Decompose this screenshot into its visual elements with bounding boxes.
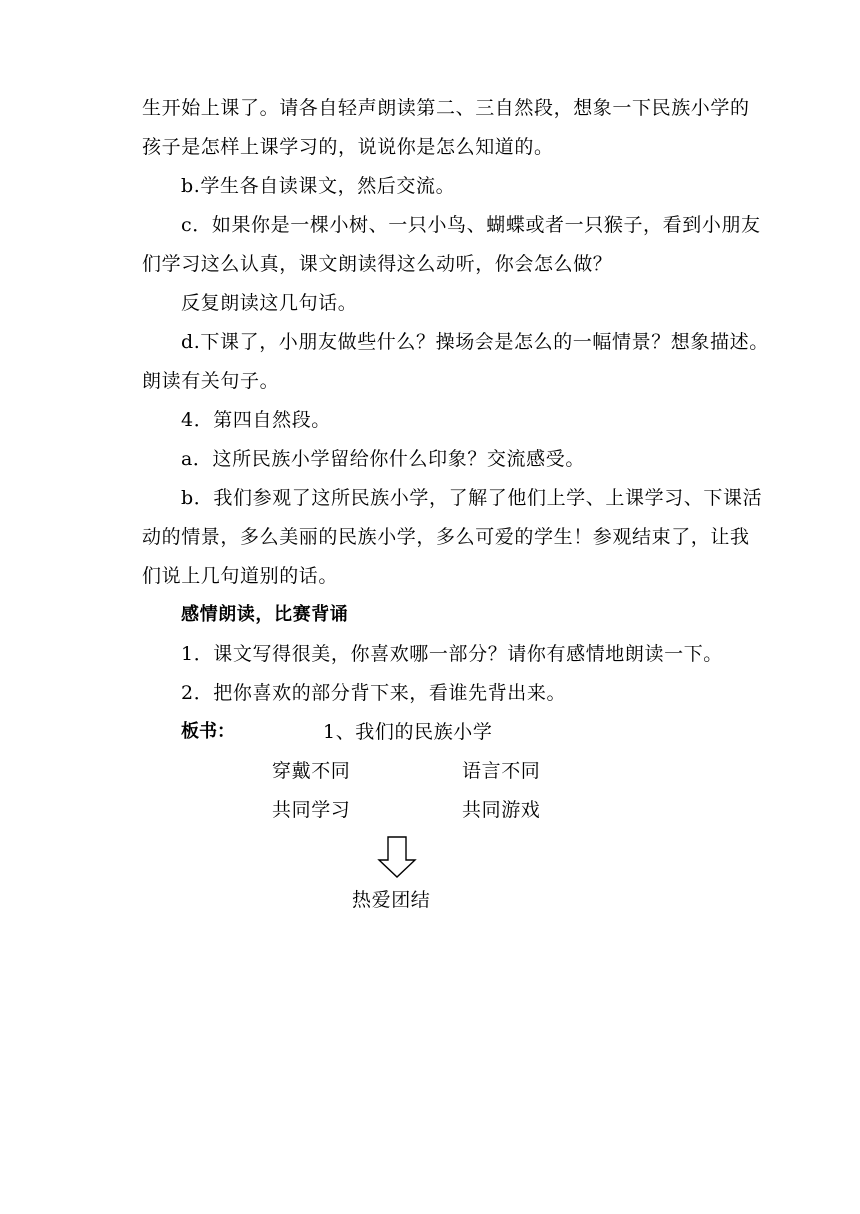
board-title: 1、我们的民族小学 — [323, 721, 493, 743]
paragraph-line: c．如果你是一棵小树、一只小鸟、蝴蝶或者一只猴子，看到小朋友 — [181, 214, 761, 236]
board-item: 共同游戏 — [462, 799, 541, 821]
paragraph-line: b．我们参观了这所民族小学，了解了他们上学、上课学习、下课活 — [181, 487, 763, 509]
paragraph-line: 们学习这么认真，课文朗读得这么动听，你会怎么做？ — [142, 253, 613, 275]
board-item: 共同学习 — [272, 799, 351, 821]
paragraph-line: 朗读有关句子。 — [142, 370, 280, 392]
paragraph-line: d.下课了，小朋友做些什么？操场会是怎么的一幅情景？想象描述。 — [181, 331, 769, 353]
paragraph-line: a．这所民族小学留给你什么印象？交流感受。 — [181, 448, 585, 470]
paragraph-line: 生开始上课了。请各自轻声朗读第二、三自然段，想象一下民族小学的 — [142, 97, 750, 119]
down-arrow-outline-icon — [377, 836, 417, 878]
board-item: 语言不同 — [462, 760, 541, 782]
paragraph-line: 孩子是怎样上课学习的，说说你是怎么知道的。 — [142, 136, 554, 158]
board-conclusion: 热爱团结 — [352, 889, 431, 911]
list-item: 2．把你喜欢的部分背下来，看谁先背出来。 — [181, 682, 567, 704]
list-item: 1．课文写得很美，你喜欢哪一部分？请你有感情地朗读一下。 — [181, 643, 723, 665]
paragraph-line: 反复朗读这几句话。 — [181, 292, 358, 314]
paragraph-line: 们说上几句道别的话。 — [142, 565, 339, 587]
paragraph-line: b.学生各自读课文，然后交流。 — [181, 175, 456, 197]
section-heading: 感情朗读，比赛背诵 — [181, 604, 349, 625]
board-label: 板书： — [181, 721, 235, 742]
paragraph-line: 动的情景，多么美丽的民族小学，多么可爱的学生！参观结束了，让我 — [142, 526, 750, 548]
paragraph-line: 4．第四自然段。 — [181, 409, 331, 431]
board-item: 穿戴不同 — [272, 760, 351, 782]
